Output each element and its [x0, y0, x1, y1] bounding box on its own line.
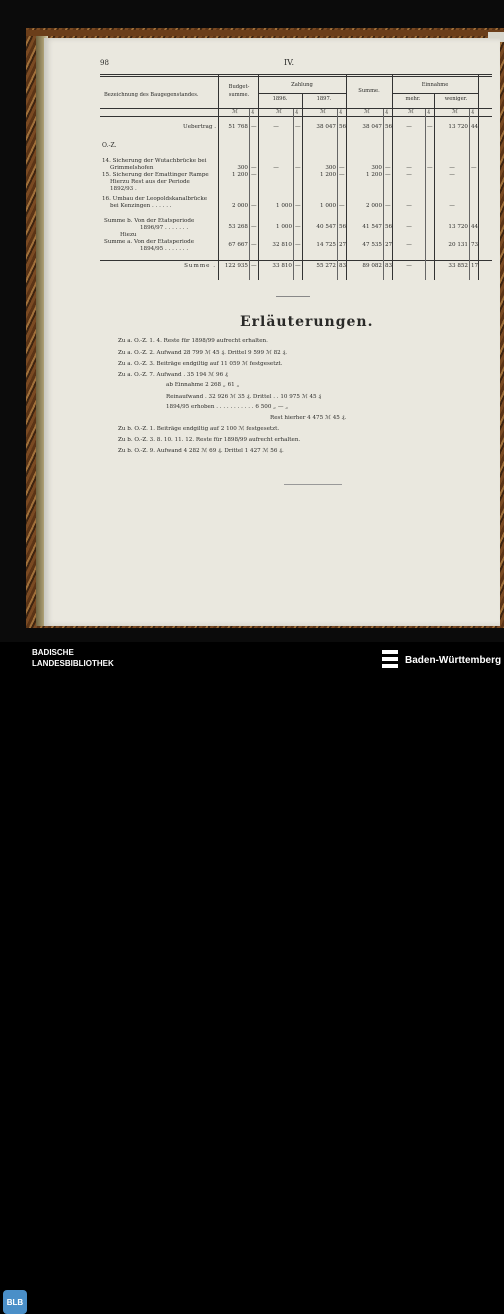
row-label: 16. Umbau der Leopoldskanalbrücke — [102, 196, 207, 203]
blb-logo-icon: BLB — [3, 1290, 27, 1314]
cell: 56 — [385, 224, 392, 231]
cell: 1 000 — [304, 203, 336, 210]
cell: 38 047 — [348, 124, 382, 131]
cell: 55 272 — [304, 263, 336, 270]
cell: 56 — [339, 124, 346, 131]
note-line: Zu a. O.-Z. 1. 4. Reste für 1898/99 aufrecht erhalten. — [118, 338, 268, 345]
cell: — — [394, 242, 424, 249]
cell: — — [339, 203, 345, 210]
cell: 20 131 — [436, 242, 468, 249]
cell: 83 — [385, 263, 392, 270]
cell: — — [260, 124, 292, 131]
row-label: Summe . — [144, 263, 216, 270]
cell: 89 082 — [348, 263, 382, 270]
state-name: Baden-Württemberg — [405, 655, 501, 666]
table-rule-top — [100, 74, 492, 75]
cell: — — [385, 172, 391, 179]
note-line: ab Einnahme 2 268 „ 61 „ — [166, 382, 239, 389]
unit-pf: ₰ — [471, 109, 474, 116]
cell: — — [394, 263, 424, 270]
row-label: 14. Sicherung der Wutachbrücke bei — [102, 158, 207, 165]
row-label: Summe a. Von der Etatsperiode — [104, 239, 194, 246]
cell: — — [385, 203, 391, 210]
unit-mark: ℳ — [320, 109, 326, 116]
unit-pf: ₰ — [295, 109, 298, 116]
vrule — [478, 75, 479, 280]
vrule — [258, 75, 259, 280]
cell: 67 667 — [220, 242, 248, 249]
note-line: Zu a. O.-Z. 3. Beiträge endgiltig auf 11 059 ℳ festgesetzt. — [118, 361, 282, 368]
cell: 122 935 — [220, 263, 248, 270]
cell: 27 — [339, 242, 346, 249]
notes-title: Erläuterungen. — [240, 314, 373, 330]
cell: — — [295, 263, 301, 270]
cell: 13 720 — [436, 224, 468, 231]
cell: 47 535 — [348, 242, 382, 249]
header-summe: Summe. — [346, 88, 392, 95]
cover-edge — [26, 30, 504, 36]
page-number: 98 — [100, 60, 109, 67]
cell: — — [394, 124, 424, 131]
cell: — — [436, 203, 468, 210]
row-label: Grimmelshofen — [110, 165, 153, 172]
cell: — — [339, 172, 345, 179]
einnahme-rule — [392, 93, 478, 94]
cell: — — [251, 263, 257, 270]
row-label: Uebertrag . — [144, 124, 216, 131]
oz-label: O.-Z. — [102, 142, 116, 149]
state-lions-icon — [380, 648, 400, 670]
unit-mark: ℳ — [364, 109, 370, 116]
row-label: Hiezu — [120, 232, 137, 239]
footer-bar — [0, 642, 504, 674]
cell: 44 — [471, 224, 478, 231]
vrule — [434, 93, 435, 280]
note-line: Zu a. O.-Z. 7. Aufwand . 35 194 ℳ 96 ₰ — [118, 372, 228, 379]
cell: 51 768 — [220, 124, 248, 131]
cell: 53 268 — [220, 224, 248, 231]
unit-mark: ℳ — [452, 109, 458, 116]
row-label: 1892/93 . — [110, 186, 137, 193]
document-page — [44, 38, 500, 626]
cell: — — [394, 203, 424, 210]
cell: 2 000 — [348, 203, 382, 210]
cell: 300 — [304, 165, 336, 172]
row-label: Summe b. Von der Etatsperiode — [104, 218, 194, 225]
scan-background — [0, 0, 504, 642]
cell: 32 810 — [260, 242, 292, 249]
cell: — — [251, 165, 257, 172]
cell: — — [251, 242, 257, 249]
end-rule — [284, 484, 342, 485]
note-line: 1894/95 erhoben . . . . . . . . . . . 6 500 „ — „ — [166, 404, 288, 411]
cell: 44 — [471, 124, 478, 131]
cell: — — [385, 165, 391, 172]
vrule — [346, 75, 347, 280]
cell: 56 — [339, 224, 346, 231]
row-label: Hierzu Rest aus der Periode — [110, 179, 190, 186]
cell: 56 — [385, 124, 392, 131]
cell: — — [251, 224, 257, 231]
cell: — — [394, 224, 424, 231]
header-budget-1: Budget- — [220, 84, 258, 91]
cell: — — [295, 224, 301, 231]
cell: — — [427, 124, 433, 131]
unit-mark: ℳ — [232, 109, 238, 116]
cell: 41 547 — [348, 224, 382, 231]
header-einnahme: Einnahme — [392, 82, 478, 89]
cell: 300 — [220, 165, 248, 172]
cell: 38 047 — [304, 124, 336, 131]
unit-mark: ℳ — [408, 109, 414, 116]
vrule — [392, 75, 393, 280]
cell: 300 — [348, 165, 382, 172]
unit-pf: ₰ — [251, 109, 254, 116]
row-label: 1894/95 . . . . . . . — [140, 246, 188, 253]
header-zahlung: Zahlung — [258, 82, 346, 89]
cell: 1 000 — [260, 203, 292, 210]
unit-pf: ₰ — [427, 109, 430, 116]
cell: 13 720 — [436, 124, 468, 131]
cell: — — [295, 124, 301, 131]
row-label: bei Kenzingen . . . . . . — [110, 203, 172, 210]
cell: — — [251, 124, 257, 131]
note-line: Rest hierher 4 475 ℳ 45 ₰. — [270, 415, 346, 422]
cell: — — [436, 172, 468, 179]
table-rule-top2 — [100, 76, 492, 77]
row-label: 1896/97 . . . . . . . — [140, 225, 188, 232]
cell: — — [251, 172, 257, 179]
cell: 14 725 — [304, 242, 336, 249]
cell: — — [471, 165, 477, 172]
cell: 1 200 — [304, 172, 336, 179]
cell: 1 200 — [220, 172, 248, 179]
cell: 33 852 — [436, 263, 468, 270]
row-label: 15. Sicherung der Emattinger Rampe — [102, 172, 209, 179]
note-line: Reinaufwand . 32 926 ℳ 35 ₰. Drittel . . 10 975 ℳ 45 ₰ — [166, 394, 321, 401]
cell: — — [295, 203, 301, 210]
unit-pf: ₰ — [385, 109, 388, 116]
cell: 40 547 — [304, 224, 336, 231]
cell: 83 — [339, 263, 346, 270]
header-budget-2: summe. — [220, 92, 258, 99]
cell: — — [427, 165, 433, 172]
cell: — — [339, 165, 345, 172]
library-name-1: BADISCHE — [32, 648, 74, 657]
cell: 1 000 — [260, 224, 292, 231]
cell: — — [295, 165, 301, 172]
note-line: Zu b. O.-Z. 9. Aufwand 4 282 ℳ 69 ₰. Drittel 1 427 ℳ 56 ₰. — [118, 448, 284, 455]
cell: 1 200 — [348, 172, 382, 179]
note-line: Zu a. O.-Z. 2. Aufwand 28 799 ℳ 45 ₰. Drittel 9 599 ℳ 82 ₰. — [118, 350, 287, 357]
cell: — — [394, 165, 424, 172]
separator-line — [276, 296, 310, 297]
cell: 2 000 — [220, 203, 248, 210]
library-name-2: LANDESBIBLIOTHEK — [32, 659, 114, 668]
cell: 17 — [471, 263, 478, 270]
note-line: Zu b. O.-Z. 1. Beiträge endgiltig auf 2 100 ℳ festgesetzt. — [118, 426, 279, 433]
header-1896: 1896. — [258, 96, 302, 103]
section-number: IV. — [284, 59, 294, 66]
header-mehr: mehr. — [392, 96, 434, 103]
unit-pf: ₰ — [339, 109, 342, 116]
cell: — — [436, 165, 468, 172]
header-1897: 1897. — [302, 96, 346, 103]
vrule — [302, 93, 303, 280]
unit-mark: ℳ — [276, 109, 282, 116]
cell: 73 — [471, 242, 478, 249]
cell: — — [394, 172, 424, 179]
header-description: Bezeichnung des Baugegenstandes. — [104, 92, 199, 99]
cell: 33 810 — [260, 263, 292, 270]
vrule — [218, 75, 219, 280]
cell: 27 — [385, 242, 392, 249]
cell: — — [295, 242, 301, 249]
cell: — — [260, 165, 292, 172]
header-weniger: weniger. — [434, 96, 478, 103]
cell: — — [251, 203, 257, 210]
note-line: Zu b. O.-Z. 3. 8. 10. 11. 12. Reste für 1898/99 aufrecht erhalten. — [118, 437, 300, 444]
